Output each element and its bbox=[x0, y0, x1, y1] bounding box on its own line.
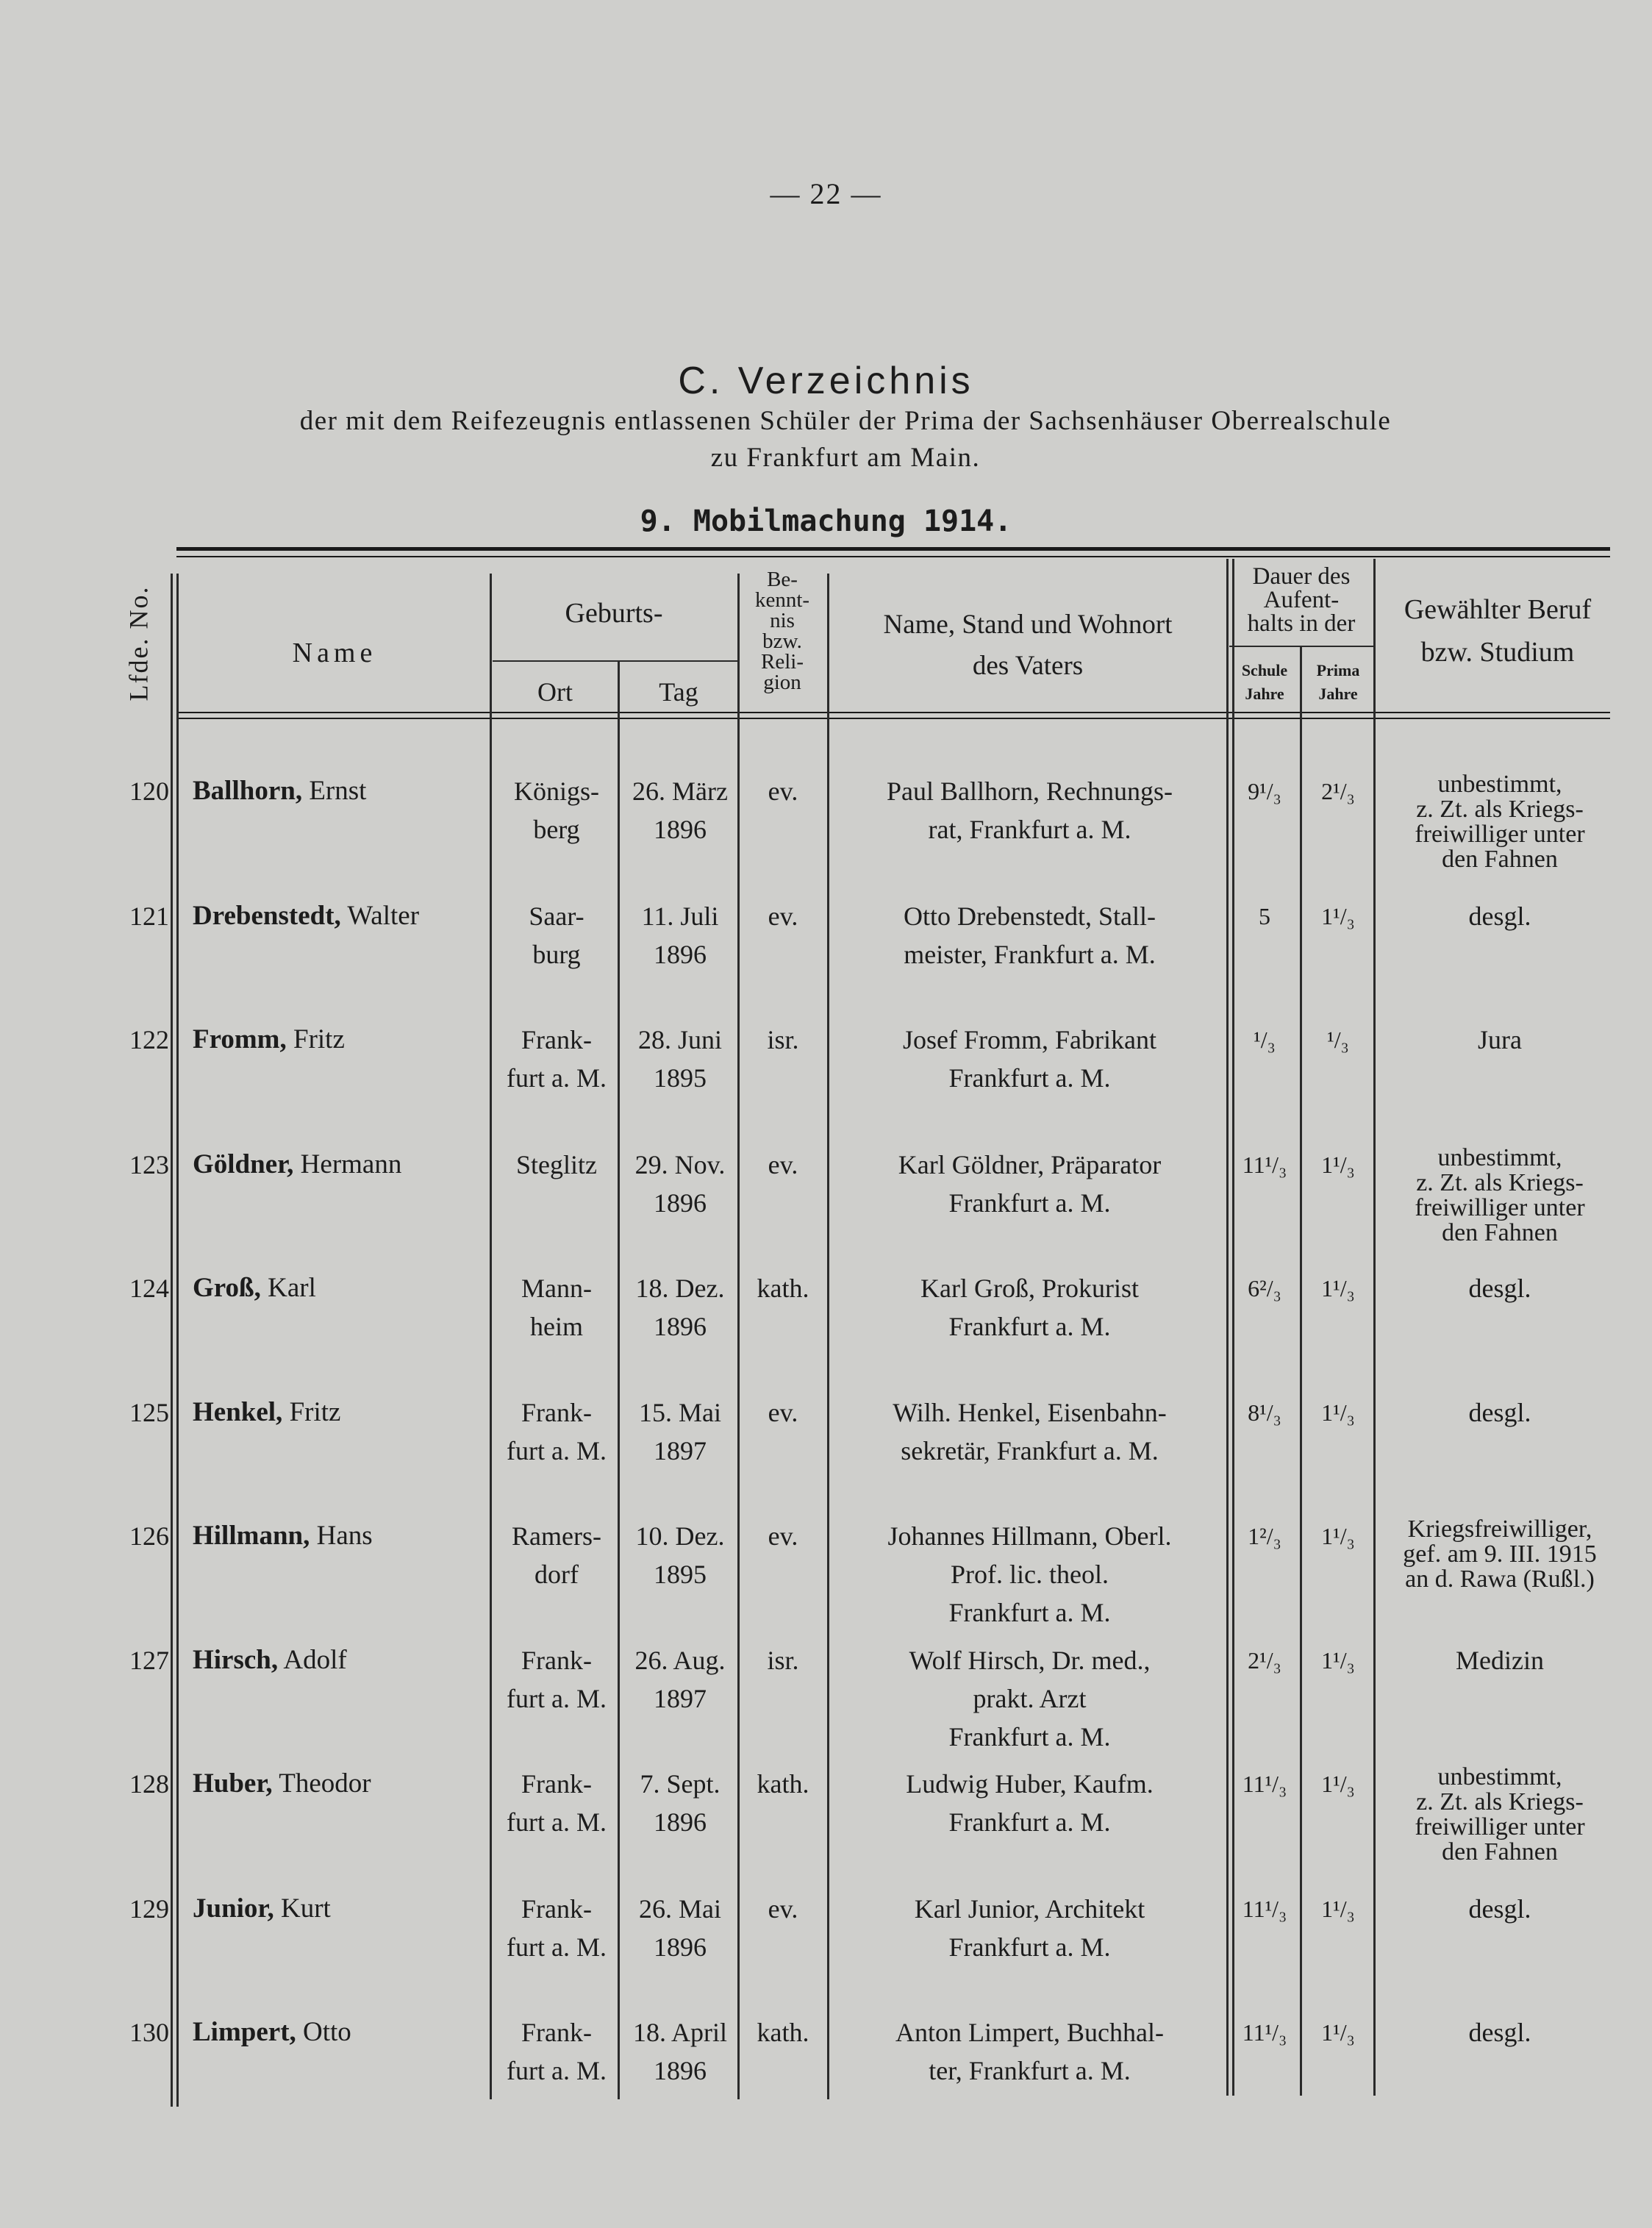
header-bekenntnis-line: Be- bbox=[767, 568, 798, 591]
birth-place bbox=[494, 1517, 619, 1593]
birth-date-line: 1897 bbox=[654, 1684, 707, 1713]
religion: ev. bbox=[768, 1150, 798, 1179]
birth-date-line: 10. Dez. bbox=[635, 1521, 725, 1551]
religion: ev. bbox=[768, 1521, 798, 1551]
father-info-line: Frankfurt a. M. bbox=[948, 1932, 1111, 1962]
birth-place-line: Mann- bbox=[521, 1274, 592, 1303]
column-line bbox=[176, 574, 179, 2107]
birth-place-line: furt a. M. bbox=[507, 1807, 607, 1837]
header-schule-line: Jahre bbox=[1245, 685, 1284, 703]
table-top-rule-thin bbox=[176, 556, 1610, 557]
row-number: 129 bbox=[129, 1894, 169, 1924]
father-info bbox=[829, 1641, 1230, 1756]
father-info-line: Frankfurt a. M. bbox=[948, 1722, 1111, 1752]
student-firstname: Hans bbox=[310, 1521, 373, 1551]
school-years: 2¹/₃ bbox=[1248, 1647, 1281, 1674]
header-beruf-line: bzw. Studium bbox=[1420, 637, 1575, 668]
page-number: — 22 — bbox=[770, 177, 882, 210]
header-beruf-line: Gewählter Beruf bbox=[1404, 594, 1592, 625]
subtitle-line-1: der mit dem Reifezeugnis entlassenen Schüler der Prima der Sachsenhäuser Oberrealschule bbox=[299, 406, 1392, 436]
column-line bbox=[171, 574, 173, 2107]
prima-years: 1¹/₃ bbox=[1321, 1771, 1355, 1797]
birth-date-line: 11. Juli bbox=[641, 901, 719, 931]
student-surname: Hirsch, bbox=[193, 1645, 279, 1675]
father-info-line: Wilh. Henkel, Eisenbahn- bbox=[893, 1398, 1167, 1427]
birth-date bbox=[621, 1517, 739, 1593]
father-info-line: Wolf Hirsch, Dr. med., bbox=[909, 1646, 1151, 1675]
student-surname: Groß, bbox=[193, 1273, 261, 1303]
chosen-career bbox=[1375, 2013, 1625, 2052]
birth-date bbox=[621, 1641, 739, 1718]
birth-place bbox=[494, 1641, 619, 1718]
birth-date bbox=[621, 1146, 739, 1222]
father-info bbox=[829, 772, 1230, 849]
student-surname: Fromm, bbox=[193, 1024, 287, 1054]
student-surname: Henkel, bbox=[193, 1397, 283, 1427]
birth-place-line: Frank- bbox=[521, 1646, 592, 1675]
header-dauer bbox=[1229, 565, 1373, 635]
header-name: Name bbox=[292, 638, 377, 668]
father-info-line: Josef Fromm, Fabrikant bbox=[903, 1025, 1156, 1054]
prima-years: 1¹/₃ bbox=[1321, 2019, 1355, 2046]
school-years: 8¹/₃ bbox=[1248, 1399, 1281, 1426]
chosen-career-line: desgl. bbox=[1468, 901, 1531, 931]
student-name bbox=[193, 1021, 501, 1059]
father-info-line: meister, Frankfurt a. M. bbox=[904, 940, 1156, 969]
header-prima bbox=[1303, 659, 1373, 706]
birth-place-line: berg bbox=[533, 815, 580, 844]
birth-date-line: 28. Juni bbox=[637, 1025, 722, 1054]
father-info-line: Prof. lic. theol. bbox=[951, 1560, 1109, 1589]
chosen-career-line: Medizin bbox=[1456, 1646, 1544, 1675]
header-bekenntnis-line: nis bbox=[770, 609, 795, 632]
chosen-career-line: z. Zt. als Kriegs- bbox=[1416, 1788, 1584, 1815]
student-name bbox=[193, 2013, 501, 2052]
chosen-career bbox=[1375, 897, 1625, 935]
birth-date-line: 1896 bbox=[654, 1807, 707, 1837]
student-firstname: Walter bbox=[340, 901, 420, 931]
school-years: 9¹/₃ bbox=[1248, 778, 1281, 804]
father-info-line: Paul Ballhorn, Rechnungs- bbox=[887, 776, 1173, 806]
chosen-career-line: freiwilliger unter bbox=[1415, 821, 1585, 848]
chosen-career bbox=[1375, 1890, 1625, 1928]
father-info-line: Johannes Hillmann, Oberl. bbox=[887, 1521, 1172, 1551]
header-bottom-rule-thin bbox=[176, 718, 1610, 719]
birth-date bbox=[621, 1890, 739, 1966]
student-name bbox=[193, 1146, 501, 1184]
birth-place-line: Frank- bbox=[521, 2018, 592, 2047]
header-bekenntnis bbox=[739, 569, 826, 693]
birth-place-line: dorf bbox=[534, 1560, 579, 1589]
row-number: 128 bbox=[129, 1769, 169, 1799]
prima-years: 1¹/₃ bbox=[1321, 1399, 1355, 1426]
birth-date-line: 1896 bbox=[654, 1188, 707, 1218]
school-years: 1²/₃ bbox=[1248, 1523, 1281, 1549]
header-prima-line: Prima bbox=[1316, 661, 1360, 679]
header-dauer-line: halts in der bbox=[1247, 610, 1356, 637]
school-years: 5 bbox=[1259, 903, 1270, 929]
father-info bbox=[829, 1765, 1230, 1841]
birth-place-line: furt a. M. bbox=[507, 1063, 607, 1093]
prima-years: 1¹/₃ bbox=[1321, 1275, 1355, 1302]
religion: ev. bbox=[768, 1894, 798, 1924]
chosen-career-line: unbestimmt, bbox=[1437, 1763, 1562, 1790]
document-title: C. Verzeichnis bbox=[678, 360, 974, 402]
father-info bbox=[829, 1517, 1230, 1632]
header-vater-line: des Vaters bbox=[972, 651, 1084, 681]
religion: kath. bbox=[757, 1274, 809, 1303]
birth-date-line: 26. März bbox=[632, 776, 728, 806]
student-name bbox=[193, 1890, 501, 1928]
column-line bbox=[1300, 647, 1302, 2096]
father-info-line: sekretär, Frankfurt a. M. bbox=[901, 1436, 1159, 1465]
header-bekenntnis-line: gion bbox=[763, 671, 801, 694]
chosen-career-line: unbestimmt, bbox=[1437, 1144, 1562, 1171]
chosen-career bbox=[1375, 1269, 1625, 1307]
section-heading: 9. Mobilmachung 1914. bbox=[640, 504, 1012, 538]
birth-date-line: 18. Dez. bbox=[635, 1274, 725, 1303]
student-name bbox=[193, 1393, 501, 1432]
row-number: 126 bbox=[129, 1521, 169, 1551]
birth-place bbox=[494, 1765, 619, 1841]
birth-place bbox=[494, 1393, 619, 1470]
birth-place-line: Frank- bbox=[521, 1769, 592, 1799]
header-bottom-rule bbox=[176, 712, 1610, 713]
geburts-divider bbox=[493, 660, 737, 662]
row-number: 120 bbox=[129, 776, 169, 806]
father-info bbox=[829, 1146, 1230, 1222]
birth-date-line: 1896 bbox=[654, 940, 707, 969]
birth-date bbox=[621, 1765, 739, 1841]
student-surname: Huber, bbox=[193, 1768, 273, 1799]
religion: isr. bbox=[767, 1646, 799, 1675]
birth-place-line: furt a. M. bbox=[507, 1436, 607, 1465]
chosen-career bbox=[1375, 772, 1625, 872]
birth-date bbox=[621, 772, 739, 849]
father-info-line: Frankfurt a. M. bbox=[948, 1063, 1111, 1093]
header-beruf bbox=[1376, 588, 1619, 674]
student-firstname: Fritz bbox=[286, 1024, 345, 1054]
religion: ev. bbox=[768, 901, 798, 931]
student-surname: Hillmann, bbox=[193, 1521, 310, 1551]
birth-place-line: Frank- bbox=[521, 1894, 592, 1924]
father-info bbox=[829, 1269, 1230, 1346]
chosen-career-line: den Fahnen bbox=[1442, 1219, 1558, 1246]
birth-date bbox=[621, 1021, 739, 1097]
student-name bbox=[193, 1269, 501, 1307]
header-dauer-line: Aufent- bbox=[1263, 587, 1340, 613]
birth-place-line: Ramers- bbox=[512, 1521, 601, 1551]
father-info bbox=[829, 1393, 1230, 1470]
birth-date-line: 15. Mai bbox=[639, 1398, 721, 1427]
chosen-career-line: freiwilliger unter bbox=[1415, 1194, 1585, 1221]
prima-years: 1¹/₃ bbox=[1321, 1647, 1355, 1674]
chosen-career bbox=[1375, 1765, 1625, 1865]
chosen-career-line: Jura bbox=[1478, 1025, 1522, 1054]
header-tag: Tag bbox=[659, 677, 698, 707]
header-prima-line: Jahre bbox=[1318, 685, 1358, 703]
birth-date-line: 26. Mai bbox=[639, 1894, 721, 1924]
birth-place bbox=[494, 1021, 619, 1097]
student-name bbox=[193, 1517, 501, 1555]
birth-date bbox=[621, 1269, 739, 1346]
father-info-line: Frankfurt a. M. bbox=[948, 1312, 1111, 1341]
chosen-career bbox=[1375, 1517, 1625, 1592]
header-schule bbox=[1229, 659, 1300, 706]
birth-place bbox=[494, 1146, 619, 1184]
student-surname: Limpert, bbox=[193, 2017, 296, 2047]
chosen-career-line: den Fahnen bbox=[1442, 846, 1558, 873]
birth-place bbox=[494, 1269, 619, 1346]
birth-place bbox=[494, 897, 619, 974]
father-info-line: Karl Junior, Architekt bbox=[914, 1894, 1145, 1924]
birth-place-line: Steglitz bbox=[516, 1150, 597, 1179]
chosen-career bbox=[1375, 1146, 1625, 1246]
student-firstname: Fritz bbox=[282, 1397, 341, 1427]
birth-date-line: 18. April bbox=[632, 2018, 727, 2047]
student-firstname: Hermann bbox=[293, 1149, 402, 1179]
header-vater-line: Name, Stand und Wohnort bbox=[883, 610, 1173, 640]
row-number: 122 bbox=[129, 1025, 169, 1054]
birth-date-line: 26. Aug. bbox=[634, 1646, 726, 1675]
subtitle-line-2: zu Frankfurt am Main. bbox=[710, 443, 981, 473]
student-surname: Drebenstedt, bbox=[193, 901, 341, 931]
birth-place-line: furt a. M. bbox=[507, 1684, 607, 1713]
birth-place bbox=[494, 1890, 619, 1966]
father-info-line: rat, Frankfurt a. M. bbox=[928, 815, 1131, 844]
header-bekenntnis-line: bzw. bbox=[762, 629, 802, 653]
header-vater bbox=[829, 604, 1226, 687]
prima-years: 1¹/₃ bbox=[1321, 903, 1355, 929]
row-number: 127 bbox=[129, 1646, 169, 1675]
chosen-career-line: gef. am 9. III. 1915 bbox=[1403, 1540, 1597, 1568]
birth-place-line: Frank- bbox=[521, 1025, 592, 1054]
student-surname: Göldner, bbox=[193, 1149, 294, 1179]
father-info-line: ter, Frankfurt a. M. bbox=[929, 2056, 1131, 2085]
school-years: 6²/₃ bbox=[1248, 1275, 1281, 1302]
header-geburts: Geburts- bbox=[565, 598, 663, 629]
student-firstname: Ernst bbox=[302, 776, 367, 806]
column-line bbox=[618, 662, 620, 2099]
school-years: ¹/₃ bbox=[1254, 1026, 1276, 1053]
school-years: 11¹/₃ bbox=[1242, 1771, 1287, 1797]
table-top-rule bbox=[176, 547, 1610, 551]
student-firstname: Otto bbox=[296, 2017, 351, 2047]
father-info-line: Anton Limpert, Buchhal- bbox=[895, 2018, 1164, 2047]
chosen-career bbox=[1375, 1393, 1625, 1432]
chosen-career-line: desgl. bbox=[1468, 1398, 1531, 1427]
religion: ev. bbox=[768, 776, 798, 806]
birth-place-line: Königs- bbox=[514, 776, 599, 806]
birth-place bbox=[494, 772, 619, 849]
birth-place-line: burg bbox=[532, 940, 581, 969]
student-name bbox=[193, 1641, 501, 1679]
header-schule-line: Schule bbox=[1241, 661, 1288, 679]
prima-years: ¹/₃ bbox=[1327, 1026, 1349, 1053]
row-number: 130 bbox=[129, 2018, 169, 2047]
prima-years: 1¹/₃ bbox=[1321, 1523, 1355, 1549]
father-info-line: Ludwig Huber, Kaufm. bbox=[906, 1769, 1154, 1799]
religion: kath. bbox=[757, 1769, 809, 1799]
birth-date bbox=[621, 1393, 739, 1470]
birth-place-line: furt a. M. bbox=[507, 1932, 607, 1962]
student-firstname: Theodor bbox=[272, 1768, 371, 1799]
header-bekenntnis-line: kennt- bbox=[754, 588, 810, 612]
birth-place-line: Saar- bbox=[529, 901, 584, 931]
prima-years: 1¹/₃ bbox=[1321, 1152, 1355, 1178]
chosen-career-line: an d. Rawa (Rußl.) bbox=[1405, 1565, 1595, 1593]
student-firstname: Adolf bbox=[278, 1645, 347, 1675]
chosen-career bbox=[1375, 1021, 1625, 1059]
father-info bbox=[829, 1021, 1230, 1097]
birth-date-line: 1896 bbox=[654, 1932, 707, 1962]
father-info bbox=[829, 1890, 1230, 1966]
student-surname: Junior, bbox=[193, 1893, 274, 1924]
father-info-line: prakt. Arzt bbox=[973, 1684, 1087, 1713]
row-number: 124 bbox=[129, 1274, 169, 1303]
birth-date-line: 1895 bbox=[654, 1560, 707, 1589]
chosen-career-line: z. Zt. als Kriegs- bbox=[1416, 1169, 1584, 1196]
birth-date-line: 1896 bbox=[654, 2056, 707, 2085]
father-info bbox=[829, 897, 1230, 974]
chosen-career-line: Kriegsfreiwilliger, bbox=[1407, 1515, 1592, 1543]
father-info-line: Frankfurt a. M. bbox=[948, 1598, 1111, 1627]
school-years: 11¹/₃ bbox=[1242, 1896, 1287, 1922]
father-info-line: Frankfurt a. M. bbox=[948, 1188, 1111, 1218]
religion: ev. bbox=[768, 1398, 798, 1427]
header-lfde bbox=[109, 581, 168, 706]
birth-date-line: 1895 bbox=[654, 1063, 707, 1093]
birth-date-line: 1896 bbox=[654, 815, 707, 844]
student-firstname: Kurt bbox=[273, 1893, 331, 1924]
chosen-career-line: z. Zt. als Kriegs- bbox=[1416, 796, 1584, 823]
document-subtitle bbox=[147, 403, 1544, 476]
row-number: 125 bbox=[129, 1398, 169, 1427]
chosen-career-line: desgl. bbox=[1468, 1894, 1531, 1924]
birth-place-line: heim bbox=[530, 1312, 583, 1341]
student-name bbox=[193, 1765, 501, 1803]
religion: kath. bbox=[757, 2018, 809, 2047]
birth-date bbox=[621, 897, 739, 974]
birth-place bbox=[494, 2013, 619, 2090]
student-name bbox=[193, 897, 501, 935]
birth-place-line: Frank- bbox=[521, 1398, 592, 1427]
school-years: 11¹/₃ bbox=[1242, 2019, 1287, 2046]
birth-date-line: 1896 bbox=[654, 1312, 707, 1341]
religion: isr. bbox=[767, 1025, 799, 1054]
student-name bbox=[193, 772, 501, 810]
student-firstname: Karl bbox=[260, 1273, 316, 1303]
father-info-line: Karl Göldner, Präparator bbox=[898, 1150, 1162, 1179]
chosen-career-line: den Fahnen bbox=[1442, 1838, 1558, 1865]
father-info-line: Otto Drebenstedt, Stall- bbox=[904, 901, 1156, 931]
birth-place-line: furt a. M. bbox=[507, 2056, 607, 2085]
chosen-career-line: desgl. bbox=[1468, 1274, 1531, 1303]
row-number: 123 bbox=[129, 1150, 169, 1179]
school-years: 11¹/₃ bbox=[1242, 1152, 1287, 1178]
father-info bbox=[829, 2013, 1230, 2090]
father-info-line: Frankfurt a. M. bbox=[948, 1807, 1111, 1837]
chosen-career bbox=[1375, 1641, 1625, 1679]
chosen-career-line: desgl. bbox=[1468, 2018, 1531, 2047]
chosen-career-line: unbestimmt, bbox=[1437, 771, 1562, 798]
birth-date bbox=[621, 2013, 739, 2090]
prima-years: 1¹/₃ bbox=[1321, 1896, 1355, 1922]
birth-date-line: 7. Sept. bbox=[640, 1769, 720, 1799]
header-lfde-label: Lfde. No. bbox=[124, 585, 153, 701]
father-info-line: Karl Groß, Prokurist bbox=[920, 1274, 1139, 1303]
birth-date-line: 29. Nov. bbox=[634, 1150, 726, 1179]
chosen-career-line: freiwilliger unter bbox=[1415, 1813, 1585, 1840]
row-number: 121 bbox=[129, 901, 169, 931]
student-surname: Ballhorn, bbox=[193, 776, 303, 806]
prima-years: 2¹/₃ bbox=[1321, 778, 1355, 804]
header-dauer-line: Dauer des bbox=[1252, 563, 1351, 590]
birth-date-line: 1897 bbox=[654, 1436, 707, 1465]
header-bekenntnis-line: Reli- bbox=[761, 650, 804, 674]
header-ort: Ort bbox=[537, 677, 573, 707]
